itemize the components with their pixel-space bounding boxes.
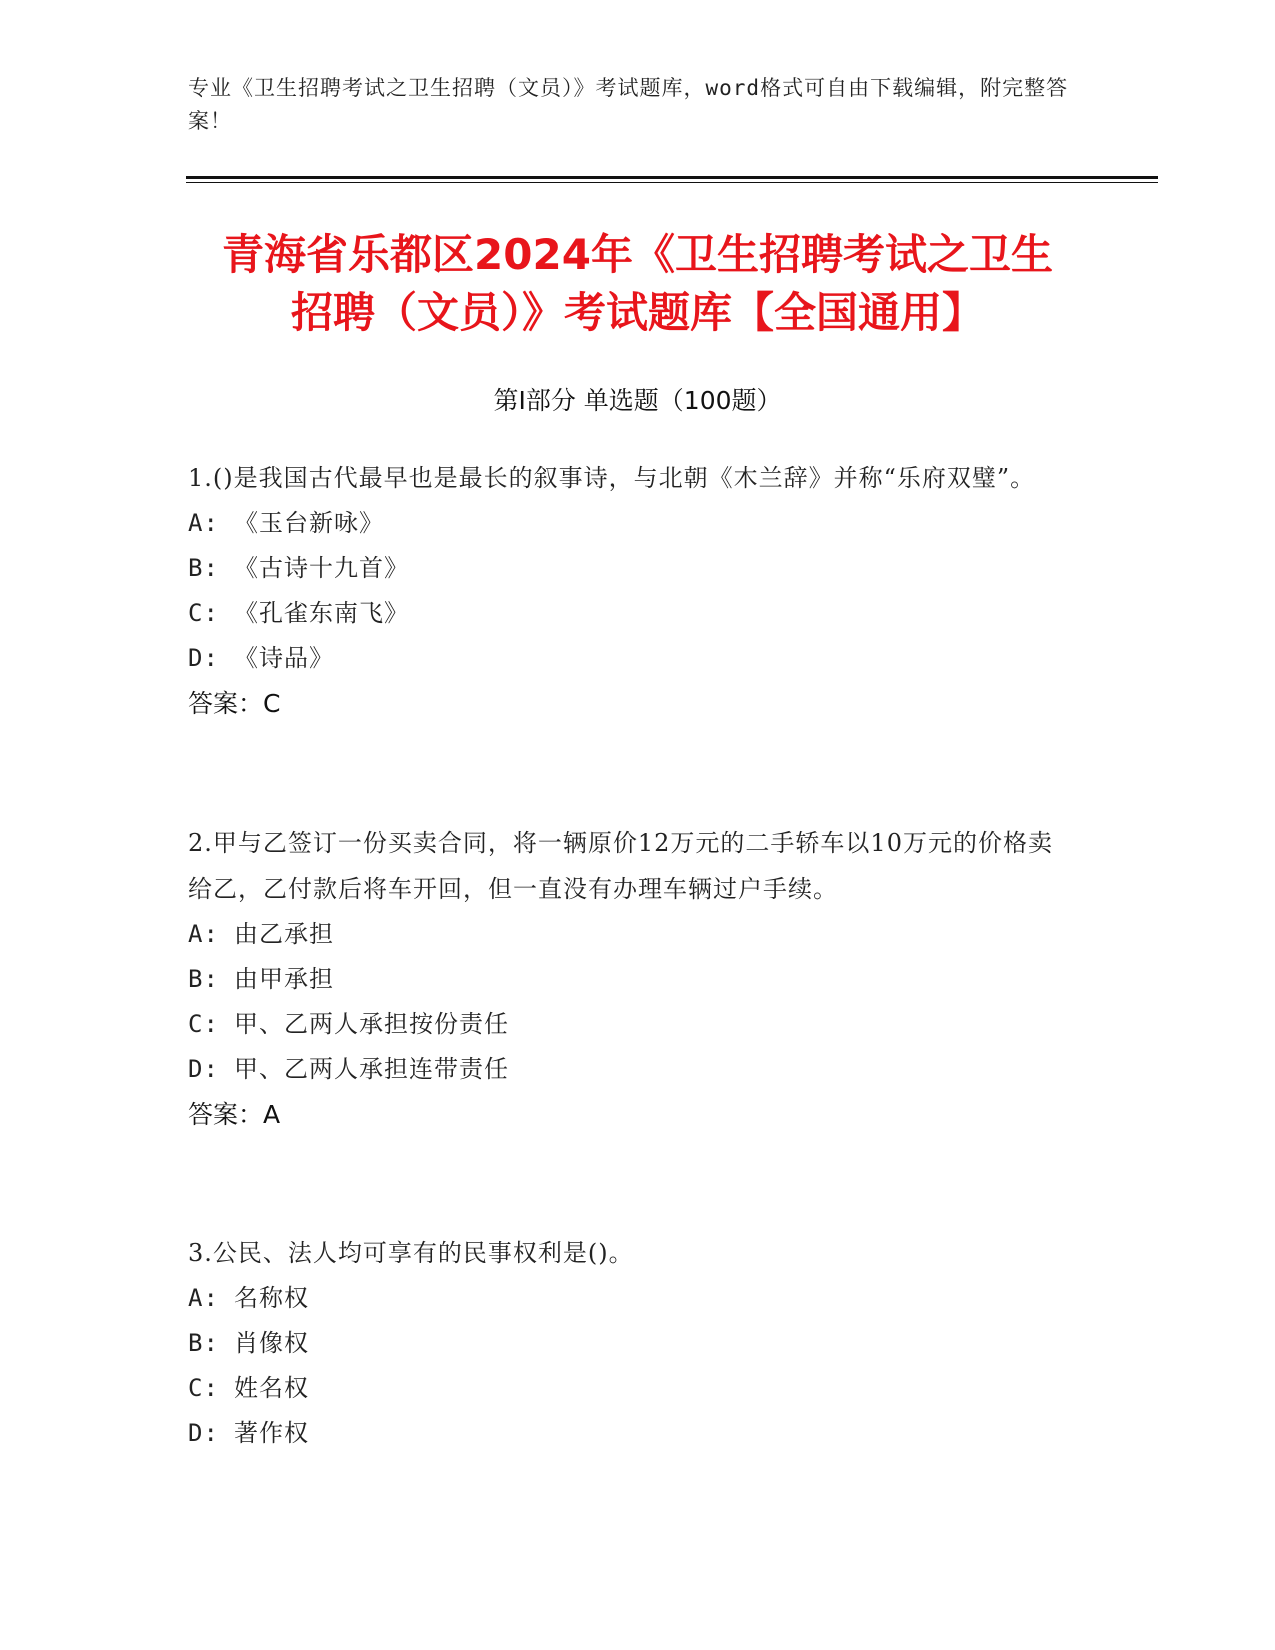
option-c xyxy=(188,1366,1068,1411)
option-text: 肖像权 xyxy=(234,1329,309,1357)
option-b xyxy=(188,546,1068,591)
option-a xyxy=(188,1276,1068,1321)
question-2 xyxy=(188,820,1068,1138)
option-key: C: xyxy=(188,1374,219,1402)
option-text: 甲、乙两人承担连带责任 xyxy=(234,1055,509,1083)
question-1 xyxy=(188,455,1068,727)
document-title xyxy=(170,226,1105,342)
question-stem: 3.公民、法人均可享有的民事权利是()。 xyxy=(188,1239,634,1267)
option-a xyxy=(188,501,1068,546)
option-d xyxy=(188,1047,1068,1092)
answer: 答案：A xyxy=(188,1100,281,1129)
question-3 xyxy=(188,1230,1068,1456)
option-b xyxy=(188,1321,1068,1366)
option-text: 由甲承担 xyxy=(234,965,334,993)
option-text: 甲、乙两人承担按份责任 xyxy=(234,1010,509,1038)
title-line-1: 青海省乐都区2024年《卫生招聘考试之卫生 xyxy=(222,230,1053,279)
option-key: D: xyxy=(188,644,219,672)
option-text: 《孔雀东南飞》 xyxy=(234,599,409,627)
option-key: B: xyxy=(188,1329,219,1357)
option-d xyxy=(188,1411,1068,1456)
option-key: A: xyxy=(188,509,219,537)
option-c xyxy=(188,591,1068,636)
header-divider-thick xyxy=(186,176,1158,179)
header-note: 专业《卫生招聘考试之卫生招聘（文员）》考试题库，word格式可自由下载编辑，附完整答案！ xyxy=(188,76,1069,133)
option-text: 《诗品》 xyxy=(234,644,334,672)
option-key: C: xyxy=(188,599,219,627)
option-d xyxy=(188,636,1068,681)
question-stem: 1.()是我国古代最早也是最长的叙事诗，与北朝《木兰辞》并称“乐府双璧”。 xyxy=(188,464,1036,492)
option-b xyxy=(188,957,1068,1002)
section-title: 第Ⅰ部分 单选题（100题） xyxy=(493,386,782,415)
option-a xyxy=(188,912,1068,957)
option-text: 姓名权 xyxy=(234,1374,309,1402)
option-key: B: xyxy=(188,965,219,993)
title-line-2: 招聘（文员）》考试题库【全国通用】 xyxy=(290,288,984,337)
header-divider-thin xyxy=(186,182,1158,183)
option-text: 著作权 xyxy=(234,1419,309,1447)
option-text: 《古诗十九首》 xyxy=(234,554,409,582)
option-c xyxy=(188,1002,1068,1047)
option-text: 名称权 xyxy=(234,1284,309,1312)
option-text: 由乙承担 xyxy=(234,920,334,948)
option-text: 《玉台新咏》 xyxy=(234,509,384,537)
option-key: C: xyxy=(188,1010,219,1038)
option-key: B: xyxy=(188,554,219,582)
question-stem: 2.甲与乙签订一份买卖合同，将一辆原价12万元的二手轿车以10万元的价格卖给乙，乙付款后将车开回，但一直没有办理车辆过户手续。 xyxy=(188,829,1053,903)
option-key: D: xyxy=(188,1419,219,1447)
option-key: D: xyxy=(188,1055,219,1083)
option-key: A: xyxy=(188,920,219,948)
answer: 答案：C xyxy=(188,689,281,718)
option-key: A: xyxy=(188,1284,219,1312)
